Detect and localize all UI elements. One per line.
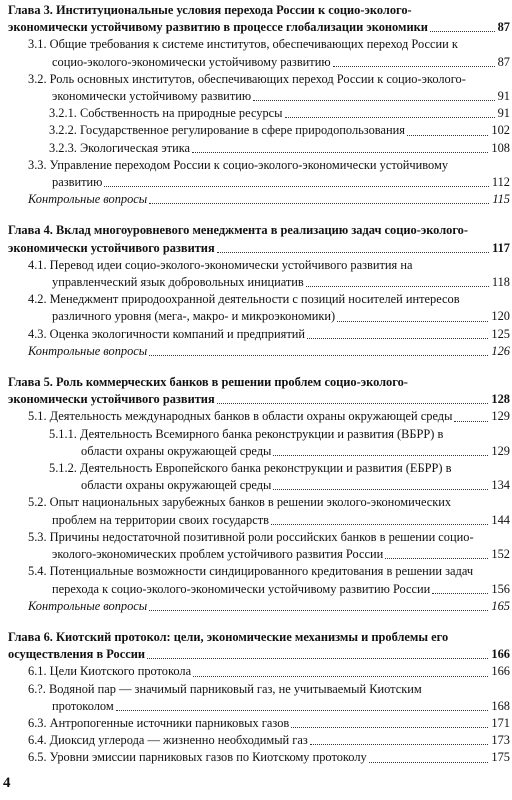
- toc-entry[interactable]: [8, 681, 510, 715]
- entry-page-number: 118: [491, 274, 510, 291]
- chapter-heading[interactable]: [8, 2, 510, 36]
- entry-title: Контрольные вопросы: [28, 598, 148, 613]
- entry-page-number: 120: [490, 308, 510, 325]
- entry-title: 5.2. Опыт национальных зарубежных банков в решении эколого-экономических проблем на территории своих государств: [28, 495, 452, 527]
- chapter-page-number: 117: [491, 240, 510, 257]
- chapter-title: Глава 5. Роль коммерческих банков в решении проблем социо-эколого-экономически устойчивого развития: [8, 375, 408, 407]
- dot-leader: [217, 403, 489, 404]
- dot-leader: [430, 31, 495, 32]
- chapter-page-number: 87: [497, 19, 510, 36]
- toc-entry[interactable]: [8, 732, 510, 749]
- entry-page-number: 126: [490, 343, 510, 360]
- entry-page-number: 108: [490, 140, 510, 157]
- entry-title: 6.1. Цели Киотского протокола: [28, 664, 192, 679]
- dot-leader: [253, 100, 494, 101]
- chapter-page-number: 128: [490, 391, 510, 408]
- toc-entry[interactable]: [8, 494, 510, 528]
- entry-title: 6.?. Водяной пар — значимый парниковый газ, не учитываемый Киотским протоколом: [28, 681, 422, 713]
- entry-title: 3.2.1. Собственность на природные ресурсы: [49, 106, 283, 121]
- dot-leader: [273, 455, 488, 456]
- entry-page-number: 87: [497, 54, 510, 71]
- chapter-heading[interactable]: [8, 629, 510, 663]
- dot-leader: [337, 321, 488, 322]
- dot-leader: [271, 524, 488, 525]
- dot-leader: [310, 744, 489, 745]
- entry-title: 3.2. Роль основных институтов, обеспечивающих переход России к социо-эколого-экономически устойчивому развитию: [28, 71, 466, 104]
- entry-page-number: 165: [490, 598, 510, 615]
- toc-entry[interactable]: [8, 563, 510, 597]
- entry-title: 6.4. Диоксид углерода — жизненно необходимый газ: [28, 733, 308, 748]
- dot-leader: [192, 152, 488, 153]
- review-questions-entry[interactable]: [8, 343, 510, 360]
- review-questions-entry[interactable]: [8, 598, 510, 615]
- entry-title: Контрольные вопросы: [28, 343, 148, 358]
- dot-leader: [273, 489, 488, 490]
- toc-entry[interactable]: [8, 71, 510, 105]
- entry-page-number: 156: [490, 581, 510, 598]
- entry-title: 6.5. Уровни эмиссии парниковых газов по Киотскому протоколу: [28, 750, 367, 765]
- entry-title: 5.1.2. Деятельность Европейского банка реконструкции и развития (ЕБРР) в области охраны окружающей среды: [49, 461, 452, 493]
- toc-entry[interactable]: [8, 460, 510, 494]
- dot-leader: [454, 421, 488, 422]
- chapter-section: [8, 222, 510, 360]
- chapter-section: [8, 374, 510, 615]
- dot-leader: [104, 186, 488, 187]
- toc-entry[interactable]: [8, 715, 510, 732]
- toc-entry[interactable]: [8, 257, 510, 291]
- entry-page-number: 134: [490, 477, 510, 494]
- chapter-heading[interactable]: [8, 222, 510, 256]
- entry-page-number: 129: [490, 443, 510, 460]
- chapter-page-number: 166: [490, 646, 510, 663]
- entry-title: 5.4. Потенциальные возможности синдицированного кредитования в решении задач перехода к социо-эколого-экономически устойчивому развитию России: [28, 564, 474, 596]
- chapter-heading[interactable]: [8, 374, 510, 408]
- dot-leader: [149, 610, 488, 611]
- toc-entry[interactable]: [8, 326, 510, 343]
- dot-leader: [407, 135, 488, 136]
- entry-page-number: 171: [490, 715, 510, 732]
- chapter-title: Глава 4. Вклад многоуровневого менеджмента в реализацию задач социо-эколого-экономически устойчивого развития: [8, 223, 468, 255]
- entry-page-number: 102: [490, 122, 510, 139]
- dot-leader: [217, 252, 489, 253]
- entry-page-number: 115: [491, 191, 510, 208]
- dot-leader: [193, 676, 488, 677]
- entry-page-number: 91: [497, 88, 510, 105]
- toc-entry[interactable]: [8, 291, 510, 325]
- page-number: 4: [3, 775, 11, 791]
- entry-title: 4.1. Перевод идеи социо-эколого-экономически устойчивого развития на управленческий язык добровольных инициатив: [28, 257, 413, 290]
- toc-entry[interactable]: [8, 408, 510, 425]
- entry-title: 3.3. Управление переходом России к социо-эколого-экономически устойчивому развитию: [28, 157, 449, 190]
- toc-entry[interactable]: [8, 749, 510, 766]
- dot-leader: [369, 762, 489, 763]
- dot-leader: [307, 338, 488, 339]
- toc-entry[interactable]: [8, 36, 510, 70]
- dot-leader: [385, 558, 488, 559]
- dot-leader: [149, 203, 489, 204]
- dot-leader: [291, 727, 488, 728]
- entry-title: 6.3. Антропогенные источники парниковых газов: [28, 715, 290, 730]
- dot-leader: [116, 710, 489, 711]
- entry-title: 4.3. Оценка экологичности компаний и предприятий: [28, 326, 306, 341]
- entry-page-number: 144: [490, 512, 510, 529]
- entry-page-number: 175: [490, 749, 510, 766]
- dot-leader: [285, 117, 495, 118]
- chapter-section: [8, 2, 510, 208]
- entry-title: 3.2.2. Государственное регулирование в сфере природопользования: [49, 123, 405, 138]
- entry-page-number: 125: [490, 326, 510, 343]
- dot-leader: [333, 66, 495, 67]
- entry-title: Контрольные вопросы: [28, 192, 148, 207]
- toc-entry[interactable]: [8, 122, 510, 139]
- entry-title: 5.1.1. Деятельность Всемирного банка реконструкции и развития (ВБРР) в области охраны окружающей среды: [49, 426, 444, 458]
- entry-page-number: 152: [490, 546, 510, 563]
- entry-page-number: 91: [497, 105, 510, 122]
- entry-page-number: 173: [490, 732, 510, 749]
- chapter-title: Глава 6. Киотский протокол: цели, экономические механизмы и проблемы его осуществления в России: [8, 629, 449, 662]
- dot-leader: [147, 658, 488, 659]
- entry-title: 3.1. Общие требования к системе институтов, обеспечивающих переход России к социо-эколого-экономически устойчивому развитию: [28, 37, 458, 69]
- entry-title: 5.3. Причины недостаточной позитивной роли российских банков в решении социо-эколого-экономических проблем устойчивого развития России: [28, 529, 474, 562]
- toc-entry[interactable]: [8, 105, 510, 122]
- dot-leader: [432, 593, 488, 594]
- entry-page-number: 166: [490, 663, 510, 680]
- entry-title: 5.1. Деятельность международных банков в области охраны окружающей среды: [28, 409, 453, 424]
- dot-leader: [306, 286, 489, 287]
- entry-page-number: 112: [491, 174, 510, 191]
- entry-page-number: 129: [490, 408, 510, 425]
- review-questions-entry[interactable]: [8, 191, 510, 208]
- chapter-title: Глава 3. Институциональные условия перехода России к социо-эколого-экономически устойчивому развитию в процессе глобализации экономики: [8, 3, 428, 35]
- entry-title: 4.2. Менеджмент природоохранной деятельности с позиций носителей интересов различного уровня (мега-, макро- и микроэкономики): [28, 292, 460, 324]
- toc-entry[interactable]: [8, 157, 510, 191]
- dot-leader: [149, 355, 488, 356]
- entry-page-number: 168: [490, 698, 510, 715]
- entry-title: 3.2.3. Экологическая этика: [49, 140, 191, 155]
- toc-entry[interactable]: [8, 663, 510, 680]
- toc-entry[interactable]: [8, 426, 510, 460]
- table-of-contents: [8, 2, 510, 767]
- toc-entry[interactable]: [8, 140, 510, 157]
- toc-entry[interactable]: [8, 529, 510, 563]
- chapter-section: [8, 629, 510, 767]
